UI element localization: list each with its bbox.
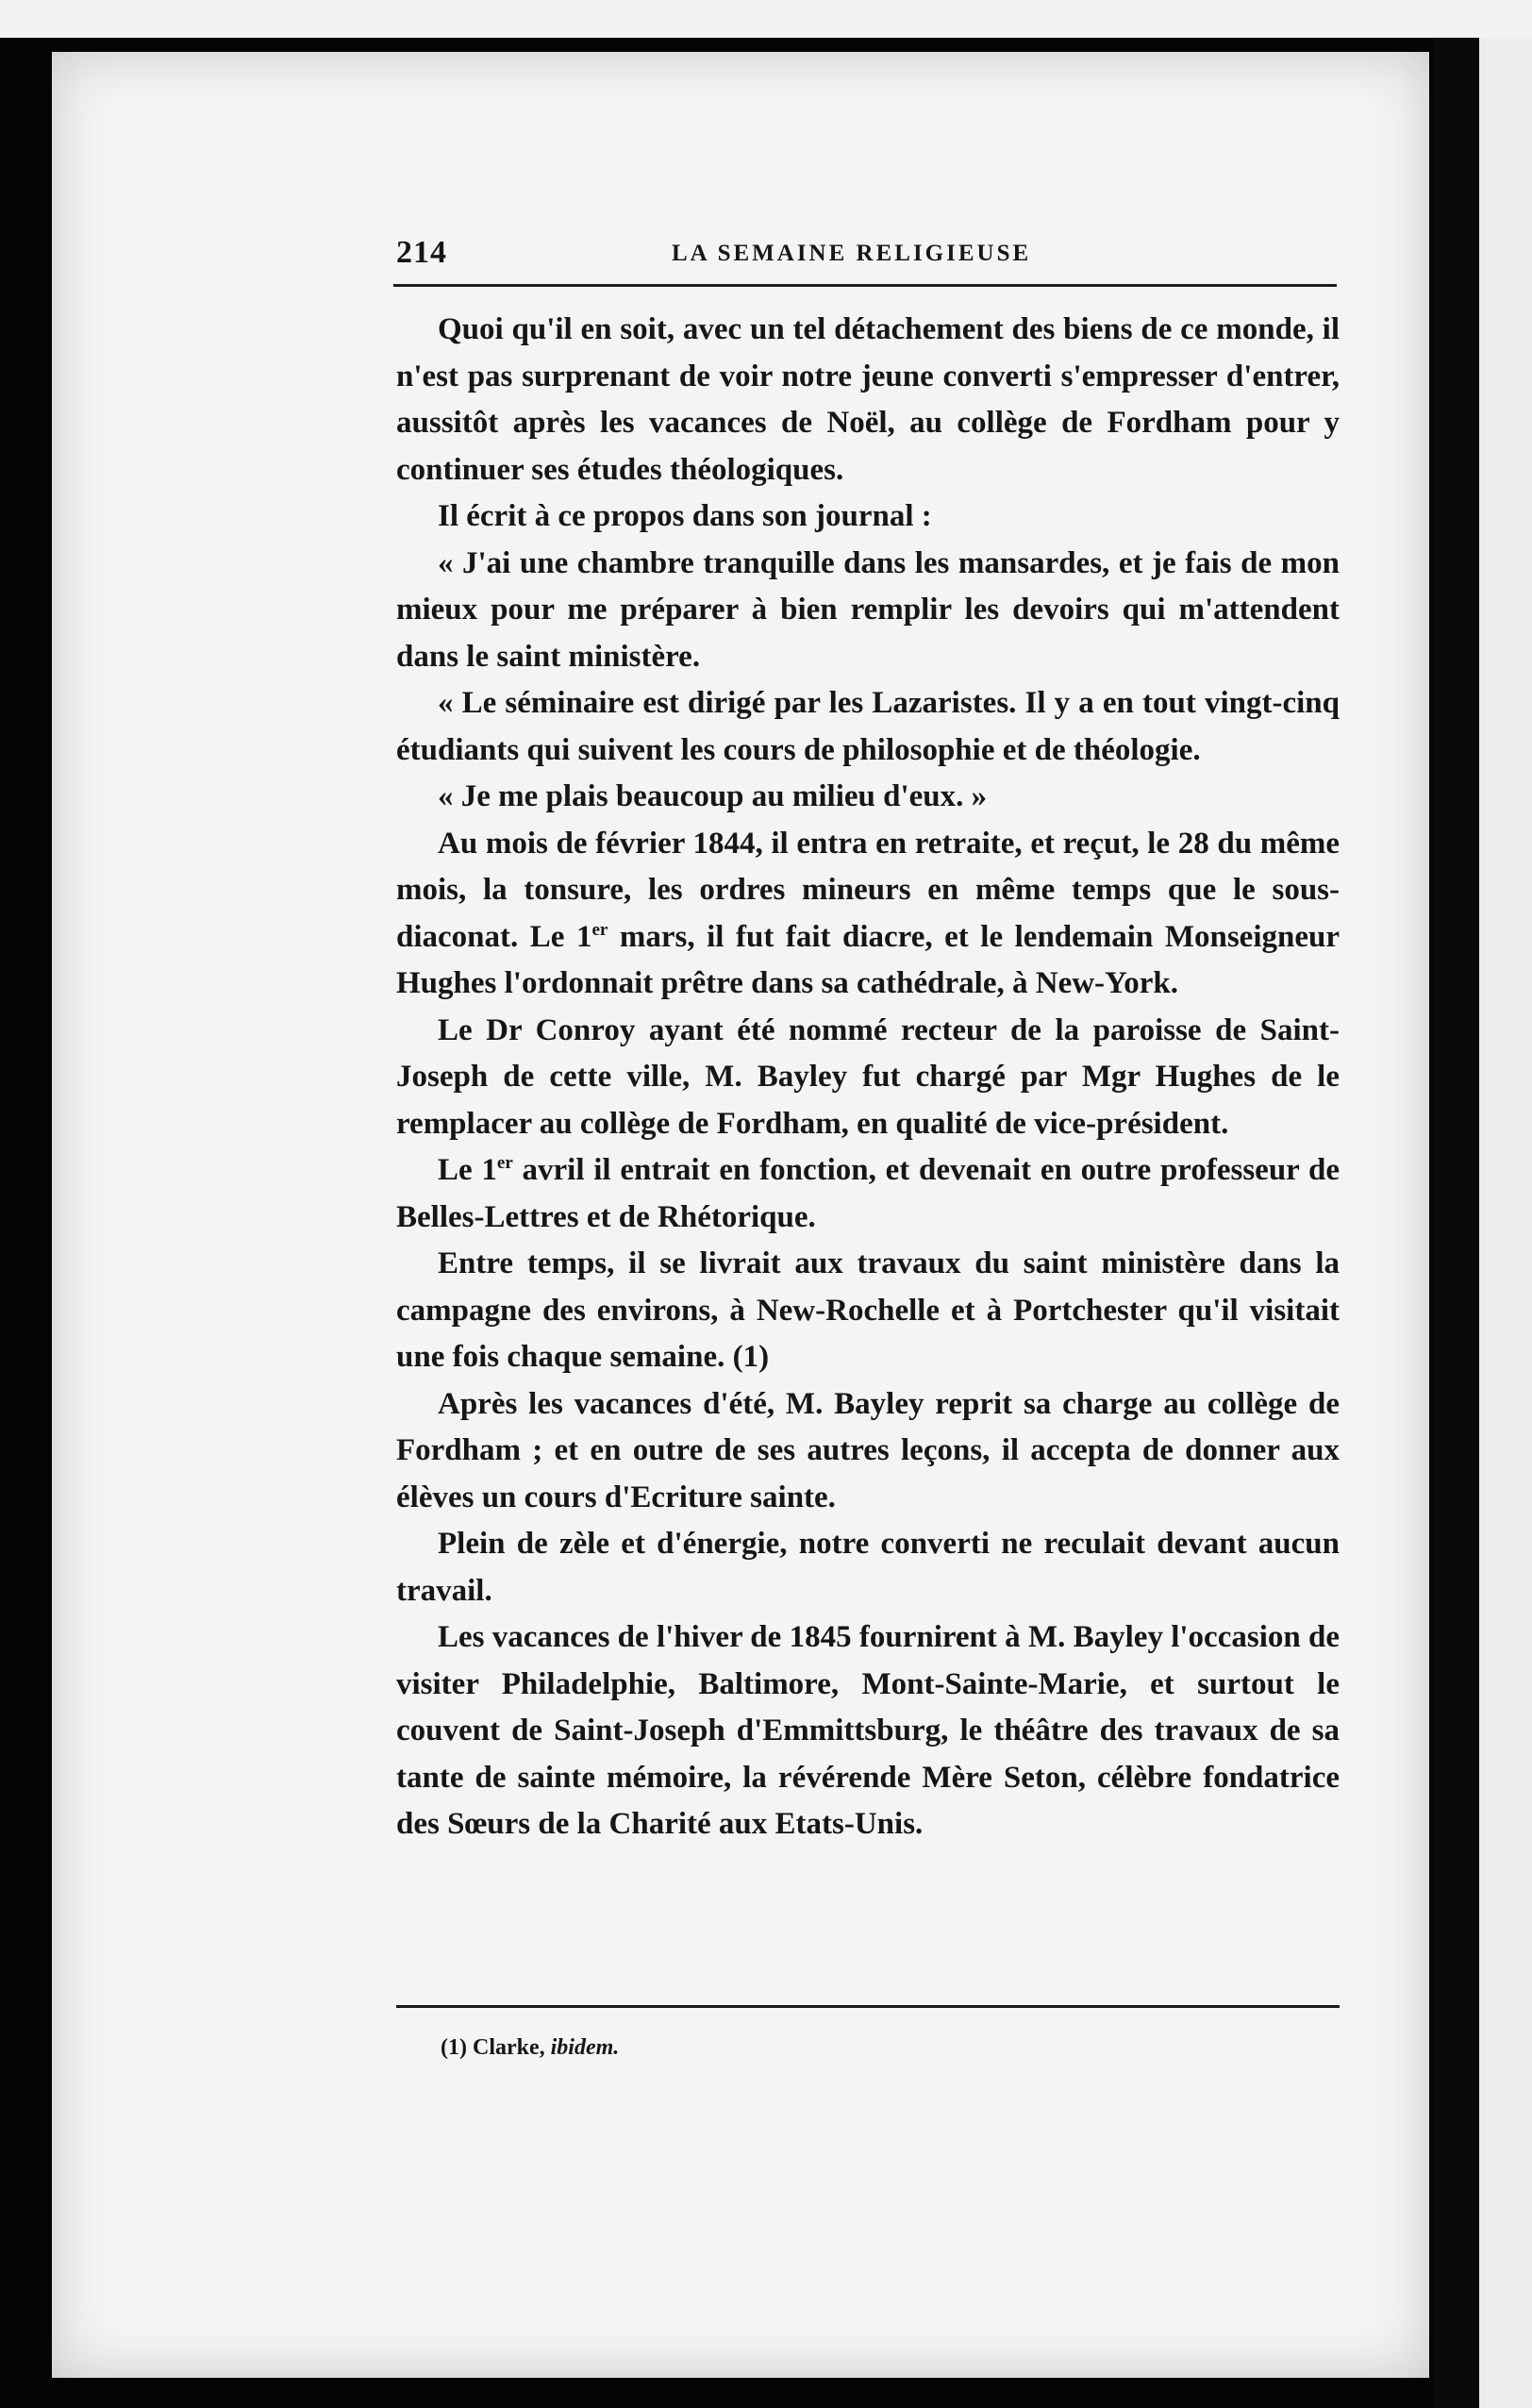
page-content (351, 212, 1384, 2060)
paragraph-6-part-b: mars, il fut fait diacre, et le lendemain Monseigneur Hughes l'ordonnait prêtre dans sa cathédrale, à New-York. (396, 919, 1340, 1000)
paragraph-2: Il écrit à ce propos dans son journal : (438, 499, 932, 533)
paragraph-9: Entre temps, il se livrait aux travaux du saint ministère dans la campagne des environs, à New-Rochelle et à Portchester qu'il visitait une fois chaque semaine. (1) (396, 1246, 1340, 1374)
adjacent-page-edge (1479, 38, 1532, 2408)
paragraph-5: « Je me plais beaucoup au milieu d'eux. » (438, 779, 988, 813)
book-page (52, 52, 1429, 2378)
header-title: LA SEMAINE RELIGIEUSE (672, 241, 1032, 266)
body-text (396, 307, 1340, 1848)
paragraph-10: Après les vacances d'été, M. Bayley reprit sa charge au collège de Fordham ; et en outre de ses autres leçons, il accepta de donner aux élèves un cours d'Ecriture sainte. (396, 1386, 1340, 1514)
paragraph-8-part-a: Le 1 (438, 1153, 497, 1187)
paragraph-8-part-b: avril il entrait en fonction, et devenait en outre professeur de Belles-Lettres et de Rhétorique. (396, 1153, 1340, 1234)
ordinal-superscript: er (496, 1153, 513, 1173)
paragraph-3: « J'ai une chambre tranquille dans les mansardes, et je fais de mon mieux pour me préparer à bien remplir les devoirs qui m'attendent dans le saint ministère. (396, 545, 1340, 674)
footnote-work: ibidem. (550, 2035, 620, 2060)
running-head (351, 212, 1384, 278)
paragraph-7: Le Dr Conroy ayant été nommé recteur de la paroisse de Saint-Joseph de cette ville, M. Bayley fut chargé par Mgr Hughes de le remplacer au collège de Fordham, en qualité de vice-président. (396, 1012, 1340, 1141)
footnote-marker: (1) Clarke, (441, 2035, 551, 2060)
footnote (441, 2035, 619, 2061)
footnote-rule (396, 2005, 1340, 2008)
paragraph-1: Quoi qu'il en soit, avec un tel détachement des biens de ce monde, il n'est pas surprenant de voir notre jeune converti s'empresser d'entrer, aussitôt après les vacances de Noël, au collège de Fordham pour y continuer ses études théologiques. (396, 312, 1340, 487)
film-edge-top (0, 0, 1532, 38)
paragraph-12: Les vacances de l'hiver de 1845 fournirent à M. Bayley l'occasion de visiter Philadelphie, Baltimore, Mont-Sainte-Marie, et surtout le couvent de Saint-Joseph d'Emmittsburg, le théâtre des travaux de sa tante de sainte mémoire, la révérende Mère Seton, célèbre fondatrice des Sœurs de la Charité aux Etats-Unis. (396, 1620, 1340, 1841)
paragraph-11: Plein de zèle et d'énergie, notre converti ne reculait devant aucun travail. (396, 1527, 1340, 1608)
page-number: 214 (396, 235, 447, 270)
header-rule (393, 284, 1337, 287)
ordinal-superscript: er (591, 919, 608, 940)
paragraph-4: « Le séminaire est dirigé par les Lazaristes. Il y a en tout vingt-cinq étudiants qui suivent les cours de philosophie et de théologie. (396, 686, 1340, 767)
paragraph-6 (396, 821, 1340, 1008)
paragraph-6-part-a: Au mois de février 1844, il entra en retraite, et reçut, le 28 du même mois, la tonsure, les ordres mineurs en même temps que le sous-diaconat. Le 1 (396, 826, 1340, 954)
paragraph-8 (396, 1147, 1340, 1241)
film-gutter (1434, 38, 1479, 2408)
